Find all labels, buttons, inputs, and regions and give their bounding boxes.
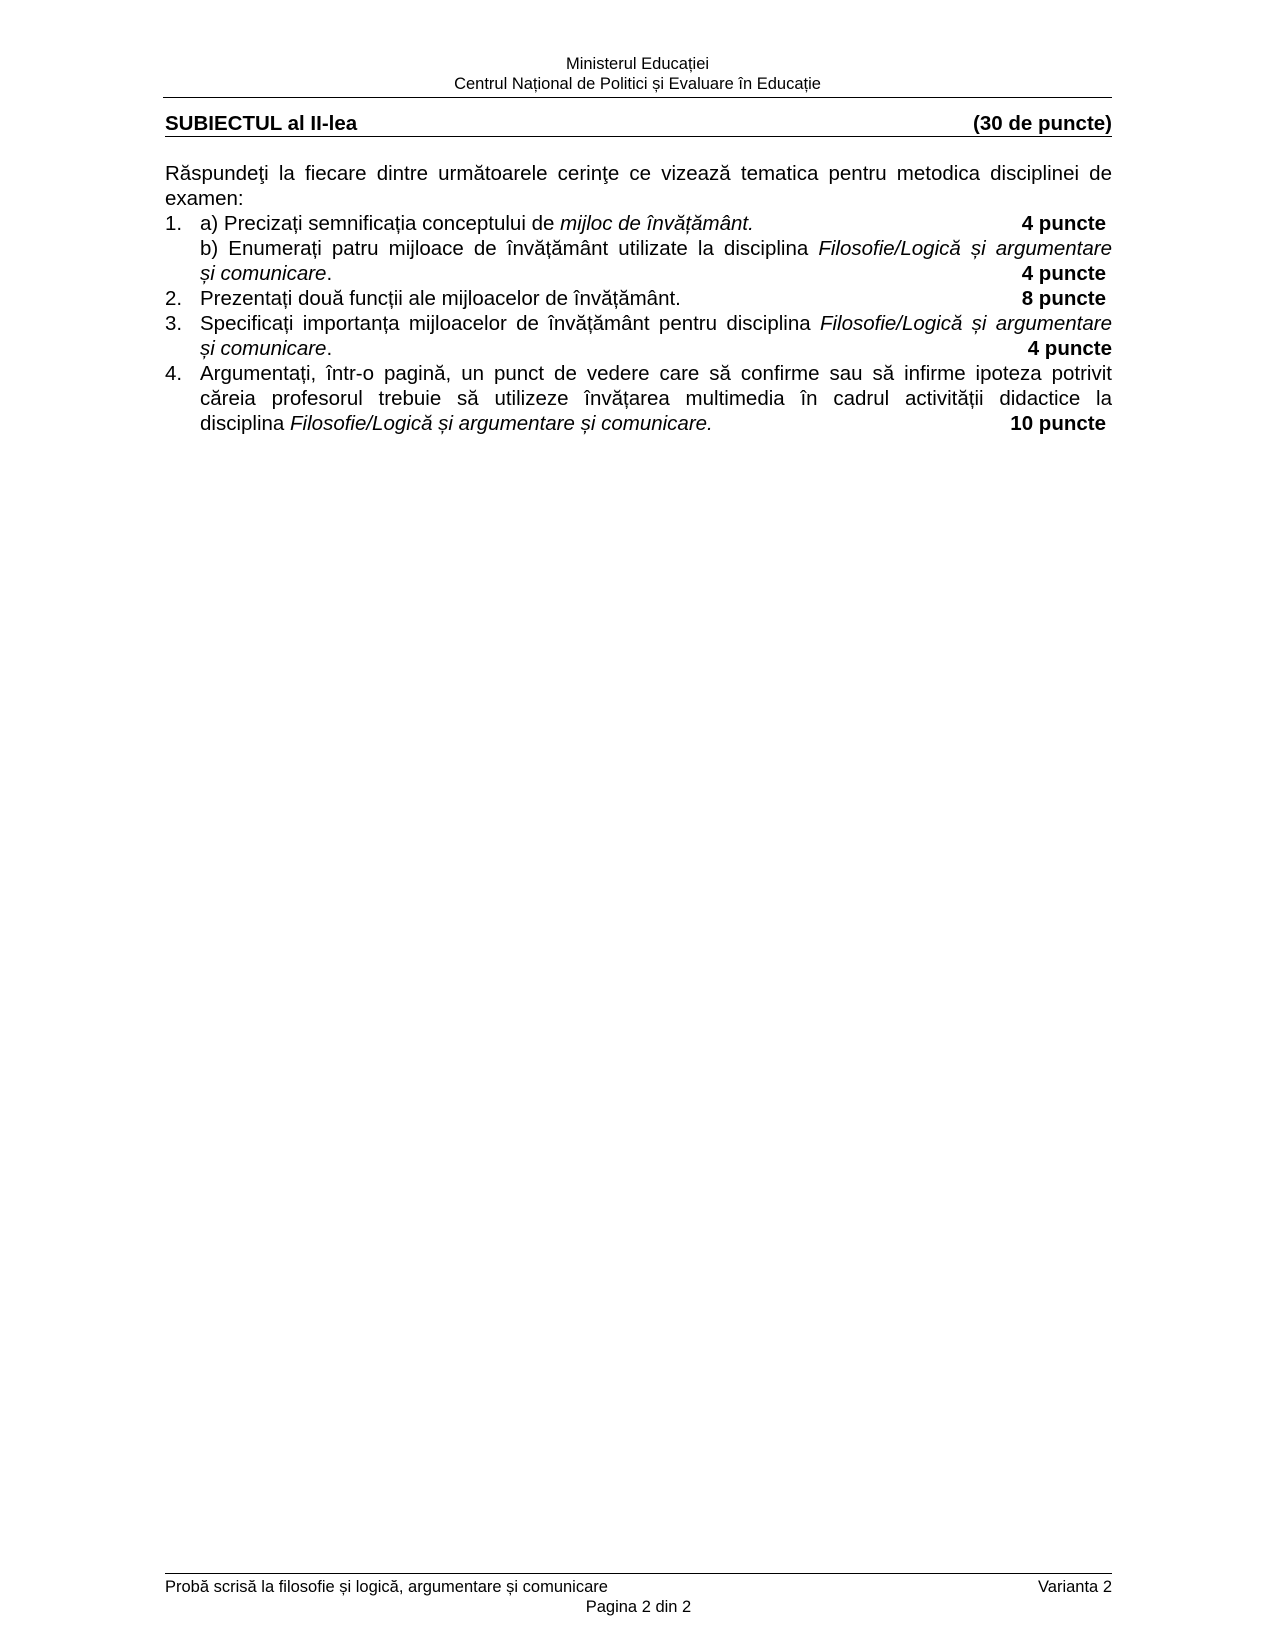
- question-body: [200, 361, 1112, 436]
- subject-content: [165, 161, 1112, 436]
- question-number: 4.: [165, 362, 183, 385]
- question-4-discipline: Filosofie/Logică și argumentare și comunicare.: [290, 412, 713, 435]
- question-3-line2-text: [200, 336, 332, 361]
- question-1b-end: .: [326, 262, 333, 285]
- question-1b-points: 4 puncte: [1021, 262, 1106, 285]
- question-2-line: [200, 286, 1112, 311]
- page-header: [163, 54, 1112, 98]
- question-number: 3.: [165, 312, 183, 335]
- question-3: [165, 311, 1112, 361]
- intro-text: Răspundeţi la fiecare dintre următoarele cerinţe ce vizează tematica pentru metodica disciplinei de examen:: [165, 162, 1112, 210]
- question-2: [165, 286, 1112, 311]
- question-1b-line2: [200, 261, 1112, 286]
- question-3-end: .: [326, 337, 333, 360]
- question-1b-discipline: Filosofie/Logică și argumentare: [818, 237, 1112, 260]
- subject-points: (30 de puncte): [973, 112, 1112, 135]
- question-1a-end: .: [748, 212, 754, 235]
- question-3-points: 4 puncte: [1027, 337, 1112, 360]
- header-center: Centrul Național de Politici și Evaluare în Educație: [454, 75, 821, 93]
- question-3-plain: Specificați importanța mijloacelor de învățământ pentru disciplina: [200, 312, 820, 335]
- subject-title: SUBIECTUL al II-lea: [165, 112, 358, 135]
- footer-exam-name: Probă scrisă la filosofie și logică, argumentare și comunicare: [165, 1578, 608, 1596]
- question-1b-line2-text: [200, 261, 332, 286]
- question-1: [165, 211, 1112, 286]
- question-1b-discipline-end: și comunicare: [200, 262, 327, 285]
- question-body: [200, 311, 1112, 361]
- question-4-line1: Argumentați, într-o pagină, un punct de vedere care să confirme sau să infirme ipoteza potrivit: [200, 362, 1112, 385]
- question-2-points: 8 puncte: [1021, 287, 1106, 310]
- footer-row: [165, 1577, 1112, 1597]
- header-ministry: Ministerul Educației: [565, 55, 710, 73]
- question-3-discipline-end: și comunicare: [200, 337, 327, 360]
- question-4: [165, 361, 1112, 436]
- question-1b-plain: b) Enumerați patru mijloace de învățământ utilizate la disciplina: [200, 237, 819, 260]
- question-3-discipline: Filosofie/Logică și argumentare: [819, 312, 1112, 335]
- question-3-line2: [200, 336, 1112, 361]
- question-4-line3: [200, 411, 1112, 436]
- page-footer: [165, 1573, 1112, 1617]
- question-2-text: Prezentați două funcții ale mijloacelor de învățământ.: [200, 287, 681, 310]
- question-4-line2: căreia profesorul trebuie să utilizeze învățarea multimedia în cadrul activității didactice la: [200, 387, 1112, 410]
- question-1a-term: mijloc de învățământ: [560, 212, 749, 235]
- question-1a-plain: a) Precizați semnificația conceptului de: [200, 212, 561, 235]
- question-body: [200, 286, 1112, 311]
- question-4-line3-text: [200, 411, 713, 436]
- question-4-plain: disciplina: [200, 412, 291, 435]
- question-1a-points: 4 puncte: [1021, 212, 1106, 235]
- question-body: [200, 211, 1112, 286]
- question-1a-text: [200, 211, 754, 236]
- question-number: 2.: [165, 287, 183, 310]
- question-4-points: 10 puncte: [1010, 412, 1106, 435]
- footer-page-number: Pagina 2 din 2: [585, 1598, 692, 1616]
- question-3-line1: [200, 311, 1112, 336]
- question-1a: [200, 211, 1112, 236]
- footer-variant: Varianta 2: [1038, 1578, 1112, 1596]
- question-number: 1.: [165, 212, 183, 235]
- subject-heading: [165, 110, 1112, 137]
- question-1b-line1: [200, 236, 1112, 261]
